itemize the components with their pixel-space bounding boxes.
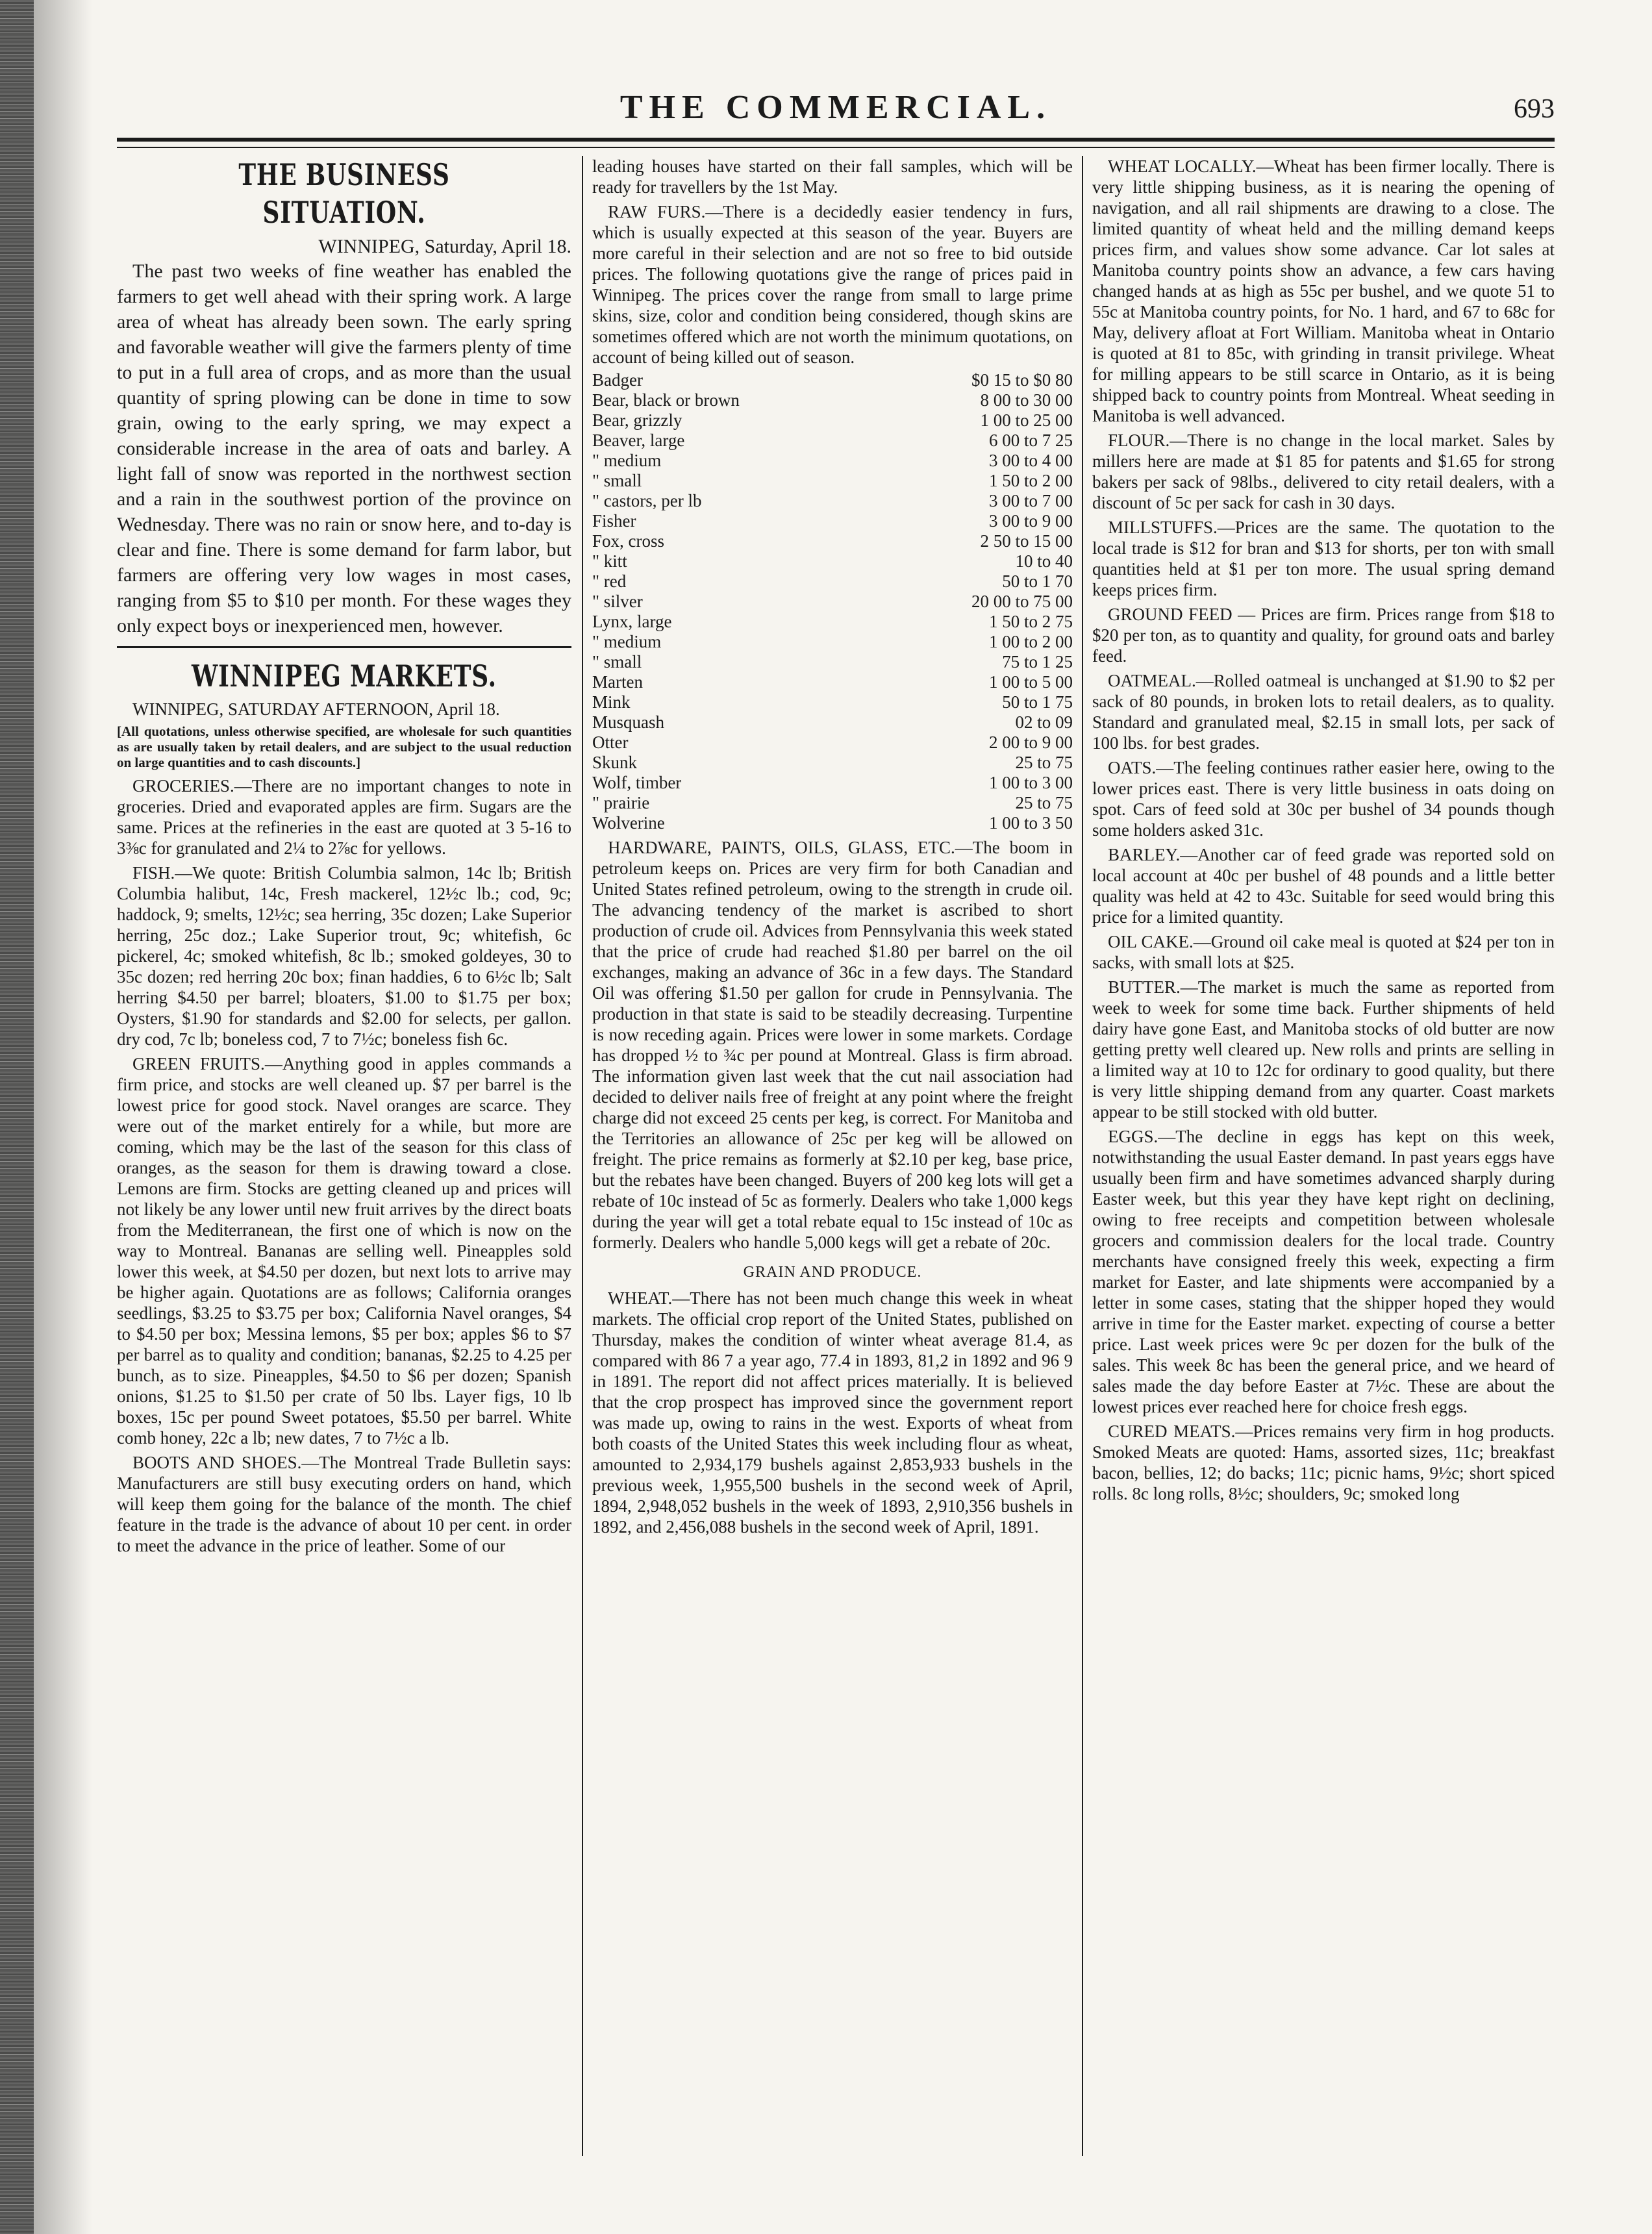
fur-price: 1 00 to 2 00 [988,632,1073,651]
fur-item: " silver [592,592,643,611]
oilcake-paragraph [1092,931,1555,973]
millstuffs-text: —Prices are the same. The quotation to the local trade is $12 for bran and $13 for shorts, per ton with small quantities held at $1 per ton more. The usual spring demand keeps prices firm. [1092,518,1555,599]
fur-price: 02 to 09 [1015,712,1073,732]
fur-price: 2 50 to 15 00 [980,531,1073,551]
feed-label: GROUND FEED [1108,605,1233,624]
oats-label: OATS. [1108,758,1157,777]
fur-price: 25 to 75 [1015,793,1073,812]
fur-item: Musquash [592,712,665,732]
barley-text: —Another car of feed grade was reported sold on local account at 40c per bushel of 48 pounds and a little better quality was held at 42 to 43c. Suitable for seed would bring this price for a limited quantity. [1092,845,1555,927]
grain-heading: GRAIN AND PRODUCE. [743,1264,922,1281]
column-divider-2 [1082,156,1083,2156]
boots-label: BOOTS AND SHOES. [132,1453,302,1472]
fur-price: 1 50 to 2 75 [988,612,1073,631]
fur-price: 10 to 40 [1015,551,1073,571]
fruits-label: GREEN FRUITS. [132,1054,265,1073]
fur-item: Skunk [592,753,638,772]
wheat-paragraph [592,1288,1073,1537]
fur-table-row [592,511,1073,531]
fur-table-row [592,471,1073,491]
fur-item: Lynx, large [592,612,672,631]
fur-table-row [592,753,1073,773]
fur-item: " kitt [592,551,627,571]
fur-price: 1 00 to 25 00 [980,410,1073,430]
fur-price: 1 00 to 5 00 [988,672,1073,692]
business-body: The past two weeks of fine weather has enabled the farmers to get well ahead with their spring work. A large area of wheat has already been sown. The early spring and favorable weather will give the farmers plenty of time to put in a full area of crops, and as more than the usual quantity of spring plowing can be done in time to sow grain, owing to the early spring, we may expect a considerable increase in the area of oats and barley. A light fall of snow was reported in the northwest section and a rain in the southwest portion of the province on Wednesday. There was no rain or snow here, and to-day is clear and fine. There is some demand for farm labor, but farmers are offering very low wages in most cases, ranging from $5 to $10 per month. For these wages they only expect boys or inexperienced men, however. [117,260,571,636]
fur-item: Marten [592,672,643,692]
fur-price: 1 00 to 3 00 [988,773,1073,792]
fur-item: Fox, cross [592,531,665,551]
fish-label: FISH. [132,863,175,883]
fur-table-row [592,612,1073,632]
furs-paragraph [592,201,1073,368]
business-heading: THE BUSINESS SITUATION. [238,157,450,230]
fur-item: Wolf, timber [592,773,682,792]
eggs-paragraph [1092,1126,1555,1417]
fur-price: 50 to 1 75 [1002,692,1073,712]
masthead-rule-thin [117,147,1555,148]
eggs-label: EGGS. [1108,1127,1158,1146]
fur-table-row [592,712,1073,733]
fur-item: " small [592,471,642,490]
furs-text: —There is a decidedly easier tendency in furs, which is usually expected at this season of the year. Buyers are more careful in their selection and are not so free to bid outside prices. The following quotations give the range of prices paid in Winnipeg. The prices cover the range from small to large prime skins, size, color and condition being considered, though skins are sometimes offered which are not worth the minimum quotations, on account of being killed out of season. [592,202,1073,367]
oatmeal-paragraph [1092,670,1555,753]
wheat-local-label: WHEAT LOCALLY. [1108,157,1257,176]
feed-text: — Prices are firm. Prices range from $18 to $20 per ton, as to quantity and quality, for ground oats and barley feed. [1092,605,1555,666]
fur-table-row [592,531,1073,551]
fur-item: " medium [592,451,662,470]
fur-item: Bear, grizzly [592,410,682,430]
fur-table-row [592,632,1073,652]
fur-price: 6 00 to 7 25 [988,431,1073,450]
fur-price: 50 to 1 70 [1002,571,1073,591]
fur-item: Beaver, large [592,431,685,450]
groceries-label: GROCERIES. [132,776,234,796]
fur-table-row [592,390,1073,410]
fur-table-row [592,813,1073,833]
column-2 [592,156,1073,2176]
hardware-text: —The boom in petroleum keeps on. Prices are very firm for both Canadian and United States refined petroleum, owing to the strength in crude oil. The advancing tendency of the market is ascribed to short production of crude oil. Advices from Pennsylvania this week stated that the price of crude had reached $1.80 per barrel on the oil exchanges, making an advance of 36c in a few days. The Standard Oil was offering $1.50 per gallon for crude in Pennsylvania. The production in that state is said to be steadily decreasing. Turpentine is now receding again. Prices were lower in some markets. Cordage has dropped ½ to ¾c per pound at Montreal. Glass is firm abroad. The information given last week that the cut nail association had decided to deliver nails free of freight at any point where the freight charge did not exceed 25 cents per keg, is correct. For Manitoba and the Territories an allowance of 25c per keg will be allowed on freight. The price remains as formerly at $2.10 per keg, base price, but the rebates have been changed. Buyers of 200 keg lots will get a rebate of 10c instead of 5c as formerly. Dealers who take 1,000 kegs during the year will get a total rebate equal to 15c instead of 10c as formerly. Dealers who handle 5,000 kegs will get a rebate of 20c. [592,838,1073,1252]
fur-table-row [592,652,1073,672]
fur-table-row [592,571,1073,592]
flour-label: FLOUR. [1108,431,1170,450]
fur-table-row [592,692,1073,712]
fur-price: $0 15 to $0 80 [971,370,1073,390]
fur-price: 3 00 to 9 00 [988,511,1073,531]
newspaper-title: THE COMMERCIAL. [620,89,1052,126]
markets-heading: WINNIPEG MARKETS. [192,659,497,694]
fur-table-row [592,733,1073,753]
oatmeal-label: OATMEAL. [1108,671,1196,690]
meats-paragraph [1092,1421,1555,1504]
oilcake-text: —Ground oil cake meal is quoted at $24 per ton in sacks, with small lots at $25. [1092,932,1555,972]
masthead [117,84,1555,136]
page-binding-shadow [34,0,92,2234]
fur-item: " castors, per lb [592,491,702,510]
fur-item: Mink [592,692,631,712]
wheat-local-text: —Wheat has been firmer locally. There is very little shipping business, as it is nearing the opening of navigation, and all rail shipments are drawing to a close. The limited quantity of wheat held and the milling demand keeps prices firm, and values show some advance. Car lot sales at Manitoba country points show an advance, a few cars having changed hands at as high as 55c per bushel, and we quote 51 to 55c at Manitoba country points, for No. 1 hard, and 67 to 68c for May, delivery afloat at Fort William. Manitoba wheat in Ontario is quoted at 81 to 85c, with grinding in transit privilege. Wheat for milling appears to be still scarce in Ontario, as it is being shipped back to country points from Montreal. Wheat seeding in Manitoba is well advanced. [1092,157,1555,425]
flour-text: —There is no change in the local market. Sales by millers here are made at $1 85 for patents and $1.65 for strong bakers per sack of 98lbs., delivered to city retail dealers, with a discount of 5c per sack for cash in 30 days. [1092,431,1555,512]
fur-price: 2 00 to 9 00 [988,733,1073,752]
fur-item: Bear, black or brown [592,390,740,410]
page-number: 693 [1514,94,1555,124]
fur-item: " medium [592,632,662,651]
fur-price: 25 to 75 [1015,753,1073,772]
fruits-text: —Anything good in apples commands a firm price, and stocks are well cleaned up. $7 per barrel is the lowest price for good stock. Navel oranges are scarce. They were out of the market entirely for a while, but more are coming, which may be the last of the season for this class of oranges, as the season for them is drawing toward a close. Lemons are firm. Stocks are getting cleaned up and prices will not likely be any lower until new fruit arrives by the direct boats from the Mediterranean, the first one of which is now on the way to Montreal. Bananas are selling well. Pineapples sold lower this week, at $4.50 per dozen, but next lots to arrive may be higher again. Quotations are as follows; California oranges seedlings, $3.25 to $3.75 per box; California Navel oranges, $4 to $4.50 per box; Messina lemons, $5 per box; apples $6 to $7 per barrel as to quality and condition; bananas, $2.25 to 4.25 per bunch, as to size. Pineapples, $4.50 to $6 per dozen; Spanish onions, $1.25 to $1.50 per crate of 50 lbs. Layer figs, 10 lb boxes, 15c per pound Sweet potatoes, $5.50 per barrel. White comb honey, 22c a lb; new dates, 7 to 7½c a lb. [117,1054,571,1448]
fur-table-row [592,793,1073,813]
fish-text: —We quote: British Columbia salmon, 14c lb; British Columbia halibut, 14c, Fresh mackerel, 12½c lb.; cod, 9c; haddock, 9; smelts, 12½c; sea herring, 35c dozen; Lake Superior herring, 25c doz.; Lake Superior trout, 9c; whitefish, 6c pickerel, 4c; smoked whitefish, 8c lb.; smoked goldeyes, 30 to 35c dozen; red herring 20c box; finan haddies, 6 to 6½c lb; Salt herring $4.50 per barrel; bloaters, $1.00 to $1.75 per box; Oysters, $1.90 for standards and $2.00 for selects, per gallon. dry cod, 7c lb; boneless cod, 7 to 7½c; boneless fish 6c. [117,863,571,1049]
fur-price: 8 00 to 30 00 [980,390,1073,410]
barley-paragraph [1092,844,1555,927]
oats-text: —The feeling continues rather easier here, owing to the lower prices east. There is very little business in oats doing on spot. Cars of feed sold at 30c per bushel of 34 pounds though some holders asked 31c. [1092,758,1555,840]
fur-item: Badger [592,370,643,390]
butter-label: BUTTER. [1108,977,1181,997]
wheat-local-paragraph [1092,156,1555,426]
fur-price: 20 00 to 75 00 [971,592,1073,611]
furs-label: RAW FURS. [608,202,706,221]
millstuffs-paragraph [1092,517,1555,600]
boots-continued: leading houses have started on their fall samples, which will be ready for travellers by the 1st May. [592,157,1073,197]
oilcake-label: OIL CAKE. [1108,932,1194,951]
fur-table-row [592,592,1073,612]
millstuffs-label: MILLSTUFFS. [1108,518,1218,537]
fur-price: 1 50 to 2 00 [988,471,1073,490]
fur-price: 1 00 to 3 50 [988,813,1073,833]
hardware-paragraph [592,837,1073,1253]
butter-text: —The market is much the same as reported from week to week for some time back. Further shipments of held dairy have gone East, and Manitoba stocks of old butter are now getting pretty well cleared up. New rolls and prints are selling in a limited way at 10 to 12c for ordinary to good quality, but there is very little shipping demand from any quarter. Coast markets appear to be still stocked with old butter. [1092,977,1555,1122]
fur-table-row [592,491,1073,511]
fur-item: Wolverine [592,813,665,833]
page-binding-edge [0,0,34,2234]
meats-text: —Prices remains very firm in hog products. Smoked Meats are quoted: Hams, assorted sizes, 11c; breakfast bacon, bellies, 12; do backs; 11c; picnic hams, 9½c; short spiced rolls. 8c long rolls, 8½c; shoulders, 9c; smoked long [1092,1422,1555,1503]
markets-note: [All quotations, unless otherwise specified, are wholesale for such quantities as are usually taken by retail dealers, and are subject to the usual reduction on large quantities and to cash discounts.] [117,723,571,770]
fur-item: Fisher [592,511,636,531]
column-1 [117,156,571,2176]
fur-table-row [592,551,1073,571]
fur-price: 3 00 to 4 00 [988,451,1073,470]
oatmeal-text: —Rolled oatmeal is unchanged at $1.90 to $2 per sack of 80 pounds, in broken lots to retail dealers, as to quality. Standard and granulated meal, $2.15 in small lots, per sack of 100 lbs. for best grades. [1092,671,1555,753]
barley-label: BARLEY. [1108,845,1181,864]
fur-item: " prairie [592,793,650,812]
column-3 [1092,156,1555,2176]
fur-table-row [592,451,1073,471]
fish-paragraph [117,862,571,1049]
feed-paragraph [1092,604,1555,666]
column-divider-1 [582,156,583,2156]
fur-item: " red [592,571,627,591]
fur-table-row [592,431,1073,451]
fur-table-row [592,672,1073,692]
fur-table-row [592,773,1073,793]
fur-price-table [592,370,1073,833]
fur-table-row [592,410,1073,431]
meats-label: CURED MEATS. [1108,1422,1236,1441]
section-rule [117,646,571,648]
flour-paragraph [1092,430,1555,513]
fur-item: " small [592,652,642,671]
wheat-label: WHEAT. [608,1288,673,1308]
wheat-text: —There has not been much change this week in wheat markets. The official crop report of the United States, published on Thursday, makes the condition of winter wheat average 81.4, as compared with 86 7 a year ago, 77.4 in 1893, 81,2 in 1892 and 96 9 in 1891. The report did not affect prices materially. It is believed that the crop prospect has improved since the government report was made up, owing to rains in the west. Exports of wheat from both coasts of the United States this week including flour as wheat, amounted to 2,934,179 bushels against 2,853,933 bushels in the previous week, 1,955,500 bushels in the second week of April, 1894, 2,948,052 bushels in the week of 1893, 2,910,356 bushels in 1892, and 2,456,088 bushels in the second week of April, 1891. [592,1288,1073,1537]
business-dateline: WINNIPEG, Saturday, April 18. [318,236,571,257]
hardware-label: HARDWARE, PAINTS, OILS, GLASS, ETC. [608,838,955,857]
fur-table-row [592,370,1073,390]
masthead-rule-thick [117,138,1555,142]
eggs-text: —The decline in eggs has kept on this week, notwithstanding the usual Easter demand. In past years eggs have usually been firm and have sometimes advanced sharply during Easter week, but this year they have kept right on declining, owing to free receipts and competition between wholesale grocers and commission dealers for the local trade. Country merchants have consigned freely this week, expecting a firm market for Easter, and late shipments were accompanied by a letter in some cases, stating that the shipper hoped they would arrive in time for the Easter market. expecting of course a better price. Last week prices were 9c per dozen for the bulk of the sales. This week 8c has been the general price, and we heard of sales made the day before Easter at 7½c. These are about the lowest prices ever reached here for choice fresh eggs. [1092,1127,1555,1416]
butter-paragraph [1092,977,1555,1122]
fur-item: Otter [592,733,629,752]
groceries-text: —There are no important changes to note in groceries. Dried and evaporated apples are firm. Sugars are the same. Prices at the refineries in the east are quoted at 3 5-16 to 3⅜c for granulated and 2¼ to 2⅞c for yellows. [117,776,571,858]
boots-paragraph [117,1452,571,1556]
boots-text: —The Montreal Trade Bulletin says: Manufacturers are still busy executing orders on hand, which will keep them going for the balance of the month. The chief feature in the trade is the advance of about 10 per cent. in order to meet the advance in the price of leather. Some of our [117,1453,571,1555]
fur-price: 75 to 1 25 [1002,652,1073,671]
fur-price: 3 00 to 7 00 [988,491,1073,510]
fruits-paragraph [117,1053,571,1448]
oats-paragraph [1092,757,1555,840]
groceries-paragraph [117,775,571,859]
markets-dateline: WINNIPEG, SATURDAY AFTERNOON, April 18. [132,699,500,719]
